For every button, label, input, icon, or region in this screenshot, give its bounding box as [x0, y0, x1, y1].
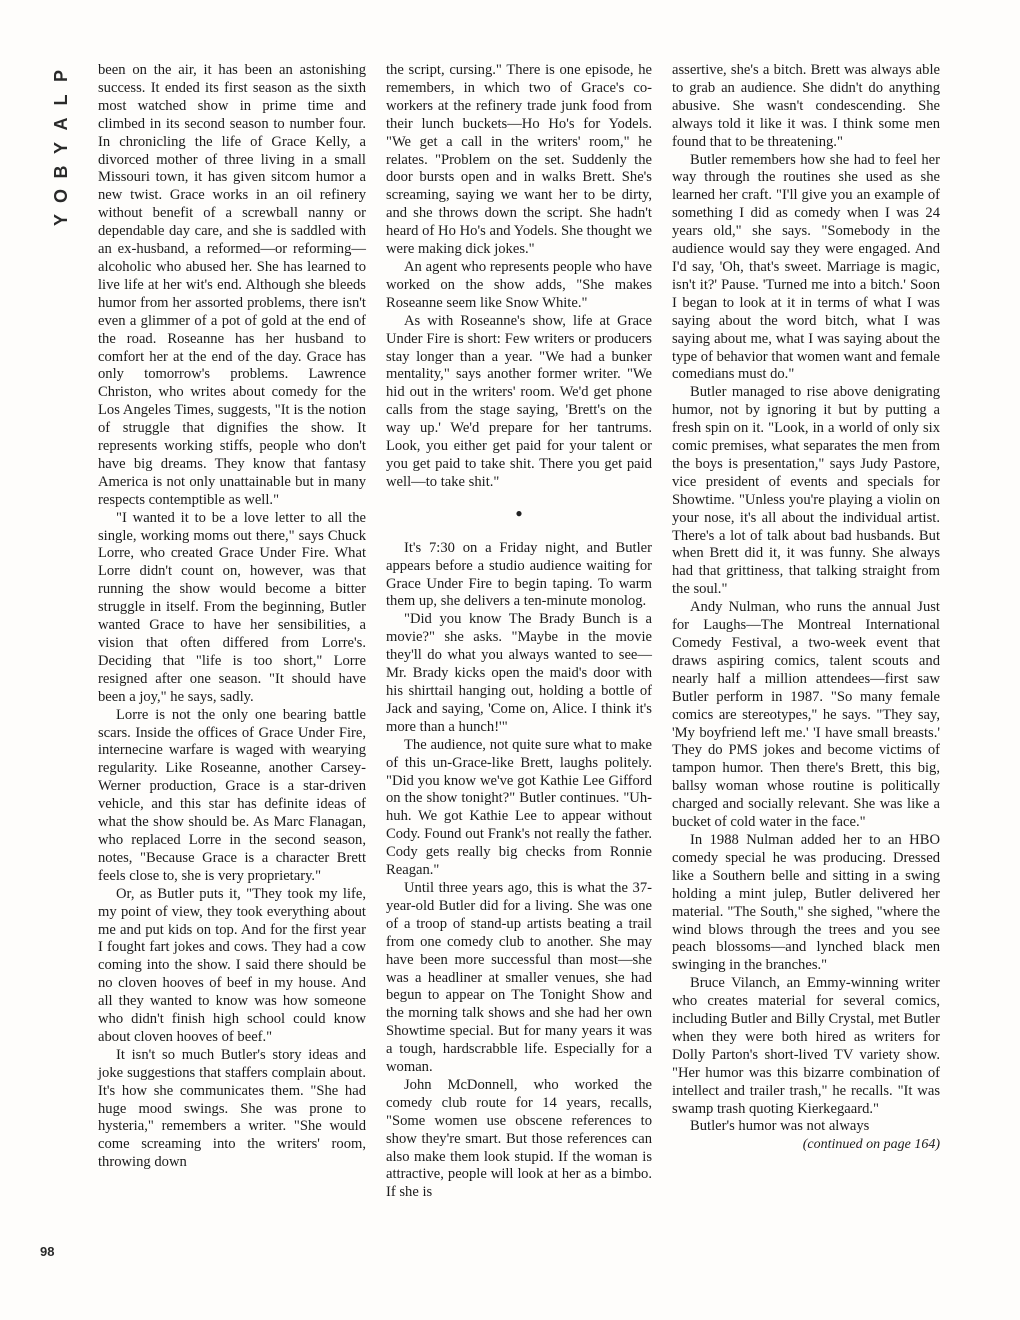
masthead-letter: A	[51, 117, 71, 131]
article-paragraph: As with Roseanne's show, life at Grace Under Fire is short: Few writers or producers stay longer than a year. "We had a bunker mentality," says another former writer. "We hid out in the writers' room. We'd get phone calls from the stage saying, 'Brett's on the way up.' We'd prepare for her tantrums. Look, you either get paid for your talent or you get paid to take shit. There you get paid well—to take shit."	[386, 312, 652, 490]
masthead-letter: B	[51, 165, 71, 179]
article-paragraph: Or, as Butler puts it, "They took my life, my point of view, they took everything about me and put kids on top. And for the first year I fought fart jokes and cows. They had a cow coming into the show. I said there should be no cloven hooves of beef in my house. And all they wanted to know was how someone who didn't finish high school could know about cloven hooves of beef."	[98, 885, 366, 1045]
masthead-letter: Y	[51, 142, 71, 155]
magazine-name	[46, 64, 76, 232]
page-number: 98	[40, 1244, 55, 1259]
article-paragraph: "Did you know The Brady Bunch is a movie?" she asks. "Maybe in the movie they'll do what you always wanted to see—Mr. Brady kicks open the maid's door with his shirttail hanging out, holding a bottle of Jack and saying, 'Come on, Alice. I think it's more than a hunch!'"	[386, 611, 652, 735]
masthead-letter: O	[51, 189, 71, 204]
article-column-3	[672, 62, 940, 1154]
article-paragraph: The audience, not quite sure what to make of this un-Grace-like Brett, laughs politely. "Did you know we've got Kathie Lee Gifford on the show tonight?" Butler continues. "Uh-huh. We got Kathie Lee to appear without Cody. Found out Frank's not really the father. Cody gets really big checks from Ronnie Reagan."	[386, 736, 652, 879]
article-paragraph: the script, cursing." There is one episode, he remembers, in which two of Grace's co-workers at the refinery trade junk food from their lunch buckets—Ho Ho's for Yodels. "We get a call in the writers' room," he relates. "Problem on the set. Suddenly the door bursts open and in walks Brett. She's screaming, saying we want her to be dirty, and she throws down the script. She hadn't heard of Ho Ho's and Yodels. She thought we were making dick jokes."	[386, 62, 652, 258]
article-paragraph: John McDonnell, who worked the comedy club route for 14 years, recalls, "Some women use obscene references to show they're smart. But those references can also make them look stupid. If the woman is attractive, people will look at her as a bimbo. If she is	[386, 1076, 652, 1201]
article-paragraph: It isn't so much Butler's story ideas and joke suggestions that staffers complain about. It's how she communicates them. "She had huge mood swings. She was prone to hysteria," remembers a writer. "She would come screaming into the writers' room, throwing down	[98, 1046, 366, 1171]
article-column-2	[386, 62, 652, 1202]
article-paragraph: It's 7:30 on a Friday night, and Butler appears before a studio audience waiting for Grace Under Fire to begin taping. To warm them up, she delivers a ten-minute monolog.	[386, 539, 652, 610]
article-paragraph: Until three years ago, this is what the 37-year-old Butler did for a living. She was one of a troop of stand-up artists beating a trail from one comedy club to another. She may have been more successful than most—she was a headliner at smaller venues, she had begun to appear on The Tonight Show and the morning talk shows and she had her own Showtime special. But for many years it was a tough, hardscrabble life. Especially for a woman.	[386, 879, 652, 1076]
article-paragraph: An agent who represents people who have worked on the show adds, "She makes Roseanne seem like Snow White."	[386, 258, 652, 311]
masthead-letter: Y	[51, 214, 71, 227]
masthead-letter: L	[51, 94, 71, 106]
continued-note: (continued on page 164)	[802, 1137, 940, 1153]
article-paragraph: In 1988 Nulman added her to an HBO comedy special he was producing. Dressed like a Southern belle and sitting in a swing holding a mint julep, Butler delivered her material. "The South," she sighed, "where the wind blows through the trees and you see peach blossoms—and lynched black men swinging in the branches."	[672, 831, 940, 974]
article-paragraph: assertive, she's a bitch. Brett was always able to grab an audience. She didn't do anything abusive. She wasn't condescending. She always told it like it was. I think some men found that to be threatening."	[672, 62, 940, 150]
article-paragraph: been on the air, it has been an astonishing success. It ended its first season as the sixth most watched show in prime time and climbed in its second season to number four. In chronicling the life of Grace Kelly, a divorced mother of three living in a small Missouri town, it has given sitcom humor a new twist. Grace works in an oil refinery without benefit of a screwball nanny or dependable day care, and she is saddled with an ex-husband, a reformed—or reforming—alcoholic who abused her. She has learned to live life at her wit's end. Although she bleeds humor from her assorted problems, there isn't even a glimmer of a pot of gold at the end of the road. Roseanne has her husband to comfort her at the end of the day. Grace has only tomorrow's problems. Lawrence Christon, who writes about comedy for the Los Angeles Times, suggests, "It is the notion of struggle that dignifies the show. It represents working stiffs, people who don't have big dreams. They know that fantasy America is not only unattainable but in many respects contemptible as well."	[98, 62, 366, 508]
article-paragraph: Butler's humor was not always	[690, 1118, 870, 1135]
article-paragraph: Bruce Vilanch, an Emmy-winning writer who creates material for several comics, including Butler and Billy Crystal, met Butler when they were both hired as writers for Dolly Parton's short-lived TV variety show. "Her humor was this bizarre combination of intellect and trailer trash," he recalls. "It was swamp trash quoting Kierkegaard."	[672, 975, 940, 1117]
article-paragraph: Lorre is not the only one bearing battle scars. Inside the offices of Grace Under Fire, internecine warfare is waged with wearying regularity. Like Roseanne, another Carsey-Werner production, Grace is a star-driven vehicle, and this star has definite ideas of what the show should be. As Marc Flanagan, who replaced Lorre in the second season, notes, "Because Grace is a character Brett feels close to, she is very proprietary."	[98, 706, 366, 884]
article-paragraph: Andy Nulman, who runs the annual Just for Laughs—The Montreal International Comedy Festival, a two-week event that draws aspiring comics, talent scouts and nearly half a million attendees—first saw Butler perform in 1987. "So many female comics are stereotypes," he says. "They say, 'My boyfriend left me.' 'I have small breasts.' They do PMS jokes and become victims of tampon humor. Then there's Brett, this big, ballsy woman whose routine is politically charged and socially relevant. She was like a bucket of cold water in the face."	[672, 599, 940, 831]
article-paragraph: Butler remembers how she had to feel her way through the routines she used as she learned her craft. "I'll give you an example of something I did as comedy when I was 24 years old," she says. "Somebody in the audience would say they were engaged. And I'd say, 'Oh, that's sweet. Marriage is magic, isn't it?' Pause. 'Turned me into a bitch.' Soon I began to look at it in terms of what I was saying about the word bitch, what I was saying about me, what I was saying about the type of behavior that women want and female comedians must do."	[672, 151, 940, 383]
masthead-letter: P	[51, 70, 71, 83]
article-column-1	[98, 62, 366, 1172]
article-paragraph: "I wanted it to be a love letter to all the single, working moms out there," says Chuck Lorre, who created Grace Under Fire. What Lorre didn't count on, however, was that running the show would become a bitter struggle in itself. From the beginning, Butler wanted Grace to have her sensibilities, a vision that often differed from Lorre's. Deciding that "life is too short," Lorre resigned after one season. "It should have been a joy," he says, sadly.	[98, 509, 366, 705]
section-break-bullet: ●	[515, 505, 523, 520]
article-paragraph: Butler managed to rise above denigrating humor, not by ignoring it but by putting a fresh spin on it. "Look, in a world of only six comic premises, what separates the men from the boys is presentation," says Judy Pastore, vice president of events and specials for Showtime. "Unless you're playing a violin on your nose, it's all about the individual artist. There's a lot of talk about bad husbands. But when Brett did it, it was funny. She always had that grittiness, that talking straight from the soul."	[672, 384, 940, 598]
